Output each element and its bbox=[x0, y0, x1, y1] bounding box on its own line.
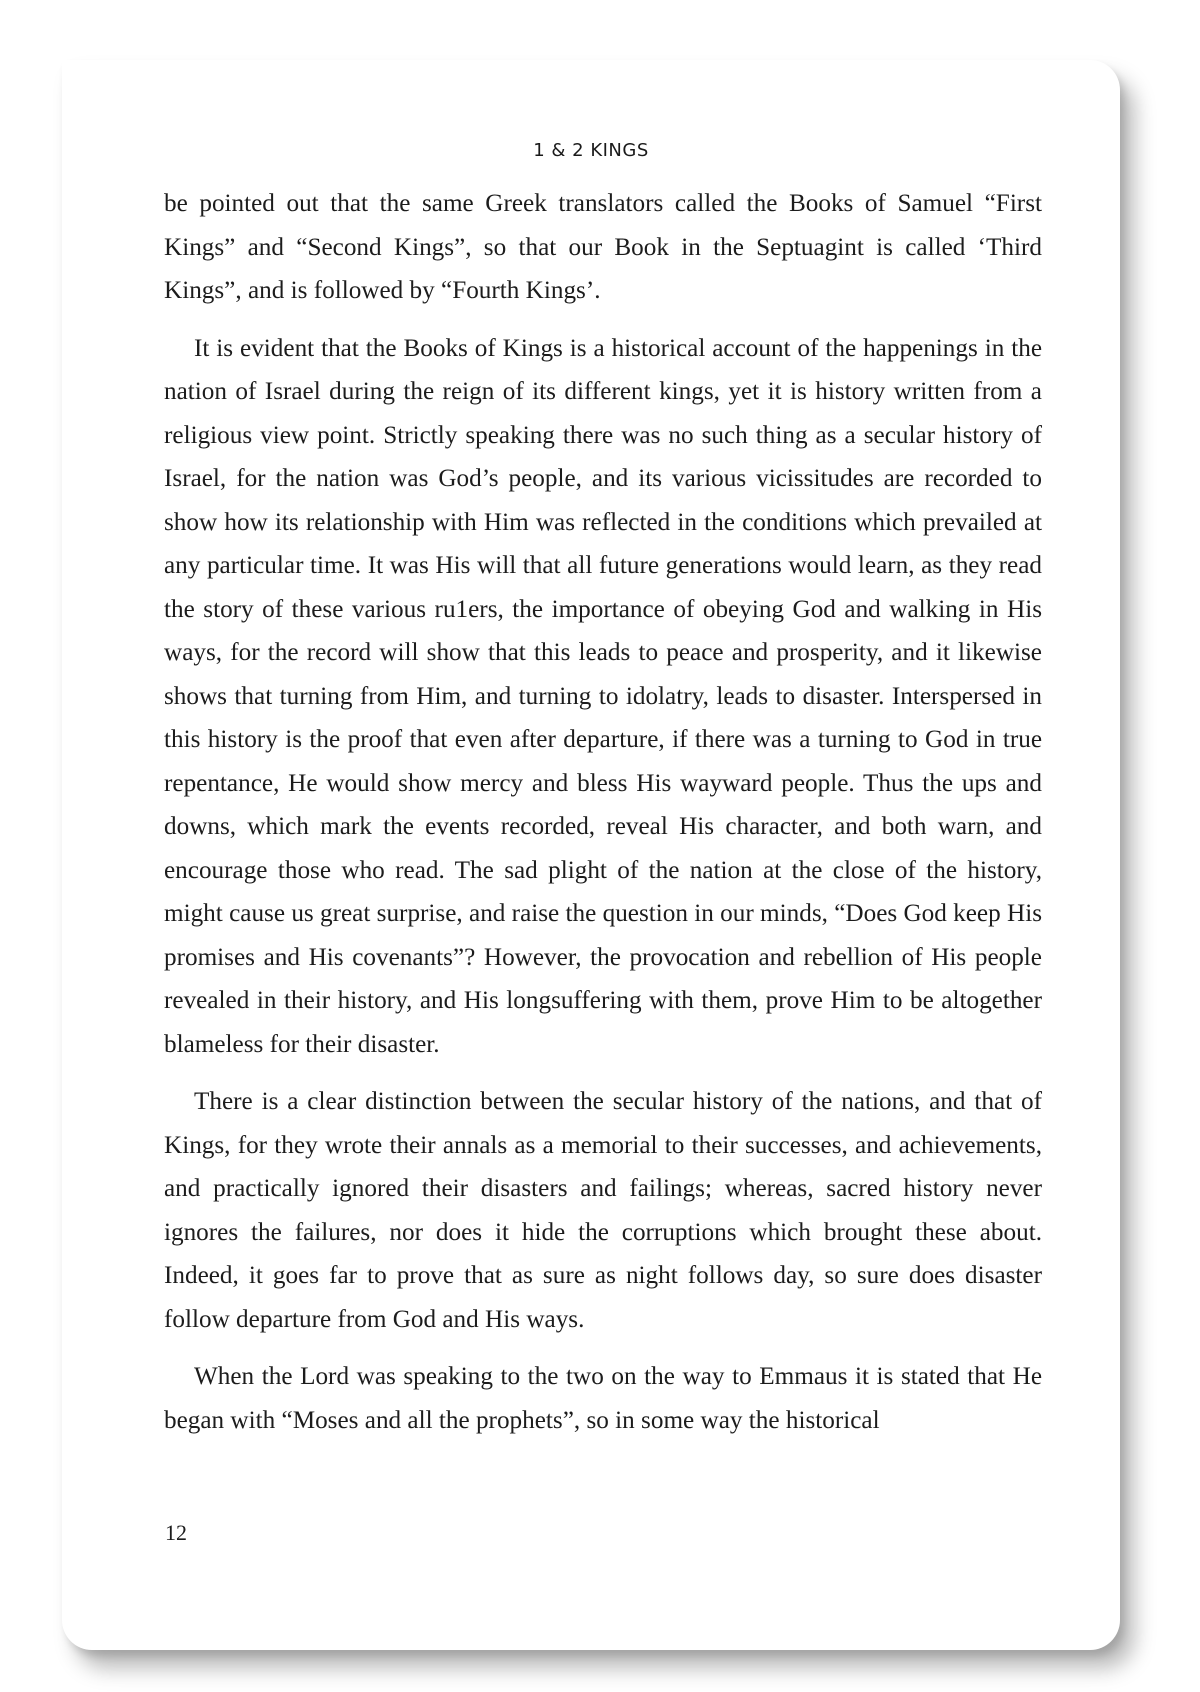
paragraph: There is a clear distinction between the secular history of the nations, and that of Kings, for they wrote their annals as a memorial to their successes, and achievements, and practically ignored their disasters and failings; whereas, sacred history never ignores the failures, nor does it hide the corruptions which brought these about. Indeed, it goes far to prove that as sure as night follows day, so sure does disaster follow departure from God and His ways. bbox=[164, 1088, 1042, 1333]
page-number: 12 bbox=[165, 1520, 187, 1545]
paragraph-continued: be pointed out that the same Greek translators called the Books of Samuel “First Kings” and “Second Kings”, so that our Book in the Septuagint is called ‘Third Kings”, and is followed by “Fourth Kings’. bbox=[164, 190, 1042, 304]
paragraph: It is evident that the Books of Kings is a historical account of the happenings in the nation of Israel during the reign of its different kings, yet it is history written from a religious view point. Strictly speaking there was no such thing as a secular history of Israel, for the nation was God’s people, and its various vicissitudes are recorded to show how its relationship with Him was reflected in the conditions which prevailed at any particular time. It was His will that all future generations would learn, as they read the story of these various ru1ers, the importance of obeying God and walking in His ways, for the record will show that this leads to peace and prosperity, and it likewise shows that turning from Him, and turning to idolatry, leads to disaster. Interspersed in this history is the proof that even after departure, if there was a turning to God in true repentance, He would show mercy and bless His wayward people. Thus the ups and downs, which mark the events recorded, reveal His character, and both warn, and encourage those who read. The sad plight of the nation at the close of the history, might cause us great surprise, and raise the question in our minds, “Does God keep His promises and His covenants”? However, the provocation and rebellion of His people revealed in their history, and His longsuffering with them, prove Him to be altogether blameless for their disaster. bbox=[164, 334, 1042, 1058]
paragraph: When the Lord was speaking to the two on the way to Emmaus it is stated that He began with “Moses and all the prophets”, so in some way the historical bbox=[164, 1363, 1042, 1434]
page-body bbox=[164, 182, 1042, 1456]
running-head: 1 & 2 KINGS bbox=[533, 140, 649, 161]
book-page bbox=[62, 60, 1120, 1650]
